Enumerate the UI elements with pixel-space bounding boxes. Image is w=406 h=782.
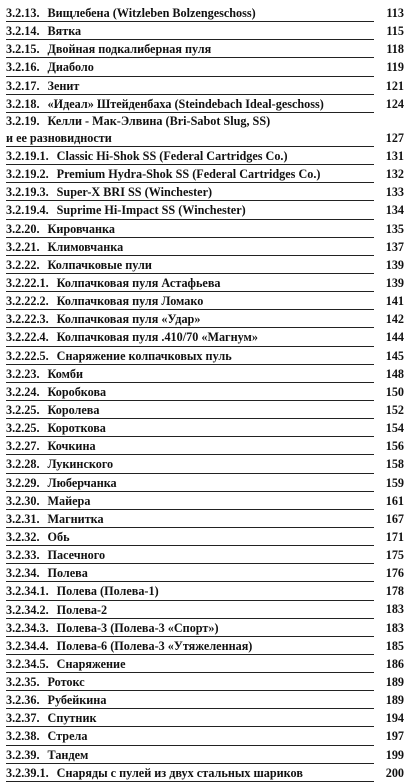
entry-page-number: 141 xyxy=(374,292,404,310)
entry-page-number: 150 xyxy=(374,383,404,401)
toc-entry xyxy=(6,165,404,183)
entry-page-number: 115 xyxy=(374,22,404,40)
toc-entry xyxy=(6,401,404,419)
entry-page-number: 159 xyxy=(374,474,404,492)
entry-title: Кочкина xyxy=(47,439,96,454)
entry-page-number: 144 xyxy=(374,328,404,346)
table-of-contents xyxy=(6,4,404,782)
entry-title: Колпачковая пуля Астафьева xyxy=(56,275,221,290)
entry-number: 3.2.30. xyxy=(6,493,40,508)
toc-entry xyxy=(6,637,404,655)
entry-page-number: 132 xyxy=(374,165,404,183)
toc-entry xyxy=(6,40,404,58)
toc-entry xyxy=(6,528,404,546)
entry-number: 3.2.14. xyxy=(6,24,40,39)
entry-title: Колпачковая пуля Ломако xyxy=(56,294,204,309)
entry-page-number: 175 xyxy=(374,546,404,564)
toc-entry xyxy=(6,77,404,95)
entry-title: Колпачковая пуля «Удар» xyxy=(56,312,201,327)
toc-entry xyxy=(6,129,404,147)
entry-title: Колпачковая пуля .410/70 «Магнум» xyxy=(56,330,258,345)
toc-entry xyxy=(6,474,404,492)
entry-number: 3.2.20. xyxy=(6,221,40,236)
toc-entry xyxy=(6,419,404,437)
toc-entry xyxy=(6,655,404,673)
toc-entry xyxy=(6,619,404,637)
entry-number: 3.2.28. xyxy=(6,457,40,472)
entry-title: Ротокс xyxy=(47,675,85,690)
entry-page-number: 113 xyxy=(374,4,404,22)
entry-title: «Идеал» Штейденбаха (Steindebach Ideal-geschoss) xyxy=(47,96,324,111)
entry-number: 3.2.22.1. xyxy=(6,275,49,290)
entry-page-number: 152 xyxy=(374,401,404,419)
entry-number: 3.2.22.3. xyxy=(6,312,49,327)
entry-number: 3.2.34. xyxy=(6,566,40,581)
entry-page-number: 139 xyxy=(374,274,404,292)
entry-title: Полева-2 xyxy=(56,602,108,617)
entry-number: 3.2.16. xyxy=(6,60,40,75)
entry-title: Полева xyxy=(47,566,88,581)
entry-page-number: 158 xyxy=(374,455,404,473)
entry-number: 3.2.22.2. xyxy=(6,294,49,309)
toc-entry xyxy=(6,147,404,165)
entry-number: 3.2.22.4. xyxy=(6,330,49,345)
toc-entry xyxy=(6,201,404,219)
entry-page-number: 118 xyxy=(374,40,404,58)
toc-entry xyxy=(6,95,404,113)
entry-page-number: 135 xyxy=(374,220,404,238)
entry-number: 3.2.31. xyxy=(6,511,40,526)
entry-title: Короткова xyxy=(47,421,106,436)
entry-number: 3.2.39. xyxy=(6,747,40,762)
entry-title: Коробкова xyxy=(47,384,107,399)
toc-entry xyxy=(6,601,404,619)
entry-page-number: 189 xyxy=(374,691,404,709)
toc-entry xyxy=(6,238,404,256)
entry-title: Королева xyxy=(47,402,100,417)
entry-number: 3.2.34.3. xyxy=(6,620,49,635)
entry-title: Тандем xyxy=(47,747,89,762)
entry-number: 3.2.24. xyxy=(6,384,40,399)
toc-entry xyxy=(6,183,404,201)
toc-entry xyxy=(6,328,404,346)
entry-number: 3.2.35. xyxy=(6,675,40,690)
toc-entry xyxy=(6,510,404,528)
entry-title: Пасечного xyxy=(47,548,106,563)
toc-entry xyxy=(6,58,404,76)
entry-title: Premium Hydra-Shok SS (Federal Cartridges Co.) xyxy=(56,167,321,182)
entry-page-number: 200 xyxy=(374,764,404,782)
entry-title: Зенит xyxy=(47,78,80,93)
entry-number: 3.2.29. xyxy=(6,475,40,490)
entry-title: Спутник xyxy=(47,711,97,726)
entry-page-number: 167 xyxy=(374,510,404,528)
entry-number: 3.2.37. xyxy=(6,711,40,726)
entry-page-number: 178 xyxy=(374,582,404,600)
entry-page-number: 139 xyxy=(374,256,404,274)
entry-page-number: 134 xyxy=(374,201,404,219)
entry-number: 3.2.22. xyxy=(6,257,40,272)
entry-number: 3.2.34.4. xyxy=(6,638,49,653)
entry-number: 3.2.15. xyxy=(6,42,40,57)
entry-page-number: 119 xyxy=(374,58,404,76)
entry-number: 3.2.39.1. xyxy=(6,765,49,780)
entry-title: Обь xyxy=(47,529,70,544)
entry-title: и ее разновидности xyxy=(6,130,112,145)
entry-number: 3.2.33. xyxy=(6,548,40,563)
entry-page-number: 156 xyxy=(374,437,404,455)
entry-number: 3.2.27. xyxy=(6,439,40,454)
entry-number: 3.2.19.4. xyxy=(6,203,49,218)
toc-entry xyxy=(6,22,404,40)
toc-entry xyxy=(6,582,404,600)
toc-entry xyxy=(6,365,404,383)
toc-entry xyxy=(6,274,404,292)
entry-number: 3.2.13. xyxy=(6,6,40,20)
toc-entry xyxy=(6,256,404,274)
toc-entry xyxy=(6,292,404,310)
toc-entry xyxy=(6,310,404,328)
toc-entry xyxy=(6,492,404,510)
entry-title: Вятка xyxy=(47,24,82,39)
toc-entry xyxy=(6,564,404,582)
toc-entry xyxy=(6,220,404,238)
toc-entry xyxy=(6,546,404,564)
entry-page-number: 183 xyxy=(374,619,404,637)
entry-number: 3.2.36. xyxy=(6,693,40,708)
entry-page-number: 137 xyxy=(374,238,404,256)
entry-number: 3.2.18. xyxy=(6,96,40,111)
entry-title: Classic Hi-Shok SS (Federal Cartridges Co.) xyxy=(56,148,288,163)
entry-title: Рубейкина xyxy=(47,693,107,708)
toc-entry xyxy=(6,113,404,129)
entry-page-number: 161 xyxy=(374,492,404,510)
entry-number: 3.2.25. xyxy=(6,402,40,417)
toc-entry xyxy=(6,746,404,764)
entry-number: 3.2.34.5. xyxy=(6,656,49,671)
entry-title: Кировчанка xyxy=(47,221,115,236)
entry-page-number: 199 xyxy=(374,746,404,764)
entry-title: Комби xyxy=(47,366,84,381)
toc-entry xyxy=(6,727,404,745)
entry-page-number: 145 xyxy=(374,347,404,365)
toc-entry xyxy=(6,347,404,365)
entry-page-number: 142 xyxy=(374,310,404,328)
toc-entry xyxy=(6,383,404,401)
toc-entry xyxy=(6,673,404,691)
entry-number: 3.2.19. xyxy=(6,113,40,128)
entry-title: Колпачковые пули xyxy=(47,257,152,272)
entry-page-number: 185 xyxy=(374,637,404,655)
toc-entry xyxy=(6,764,404,782)
entry-title: Полева-6 (Полева-3 «Утяжеленная) xyxy=(56,638,253,653)
entry-number: 3.2.38. xyxy=(6,729,40,744)
toc-entry xyxy=(6,437,404,455)
entry-title: Снаряжение колпачковых пуль xyxy=(56,348,232,363)
entry-page-number: 133 xyxy=(374,183,404,201)
toc-entry xyxy=(6,691,404,709)
entry-number: 3.2.19.3. xyxy=(6,185,49,200)
entry-number: 3.2.23. xyxy=(6,366,40,381)
entry-page-number: 176 xyxy=(374,564,404,582)
entry-title: Стрела xyxy=(47,729,88,744)
entry-number: 3.2.34.2. xyxy=(6,602,49,617)
entry-title: Super-X BRI SS (Winchester) xyxy=(56,185,213,200)
toc-entry xyxy=(6,4,404,22)
entry-page-number: 154 xyxy=(374,419,404,437)
entry-page-number: 171 xyxy=(374,528,404,546)
entry-title: Вищлебена (Witzleben Bolzengeschoss) xyxy=(47,6,256,20)
entry-title: Лукинского xyxy=(47,457,114,472)
entry-page-number: 183 xyxy=(374,600,404,618)
toc-entry xyxy=(6,709,404,727)
entry-page-number: 127 xyxy=(374,129,404,147)
entry-page-number: 131 xyxy=(374,147,404,165)
entry-page-number: 186 xyxy=(374,655,404,673)
entry-title: Люберчанка xyxy=(47,475,117,490)
entry-title: Климовчанка xyxy=(47,239,124,254)
entry-title: Двойная подкалиберная пуля xyxy=(47,42,212,57)
entry-title: Келли - Мак-Элвина (Bri-Sabot Slug, SS) xyxy=(47,113,271,128)
entry-page-number: 197 xyxy=(374,727,404,745)
entry-number: 3.2.21. xyxy=(6,239,40,254)
entry-page-number: 124 xyxy=(374,95,404,113)
entry-number: 3.2.22.5. xyxy=(6,348,49,363)
entry-number: 3.2.34.1. xyxy=(6,584,49,599)
entry-page-number: 189 xyxy=(374,673,404,691)
entry-title: Полева (Полева-1) xyxy=(56,584,159,599)
entry-page-number: 148 xyxy=(374,365,404,383)
entry-title: Диаболо xyxy=(47,60,94,75)
entry-title: Полева-3 (Полева-3 «Спорт») xyxy=(56,620,219,635)
entry-number: 3.2.17. xyxy=(6,78,40,93)
entry-page-number: 121 xyxy=(374,77,404,95)
entry-title: Майера xyxy=(47,493,91,508)
entry-title: Магнитка xyxy=(47,511,104,526)
toc-entry xyxy=(6,455,404,473)
entry-title: Снаряжение xyxy=(56,656,126,671)
entry-page-number: 194 xyxy=(374,709,404,727)
entry-number: 3.2.19.1. xyxy=(6,148,49,163)
entry-title: Suprime Hi-Impact SS (Winchester) xyxy=(56,203,246,218)
entry-number: 3.2.19.2. xyxy=(6,167,49,182)
entry-number: 3.2.25. xyxy=(6,421,40,436)
entry-number: 3.2.32. xyxy=(6,529,40,544)
entry-title: Снаряды с пулей из двух стальных шариков xyxy=(56,765,303,780)
